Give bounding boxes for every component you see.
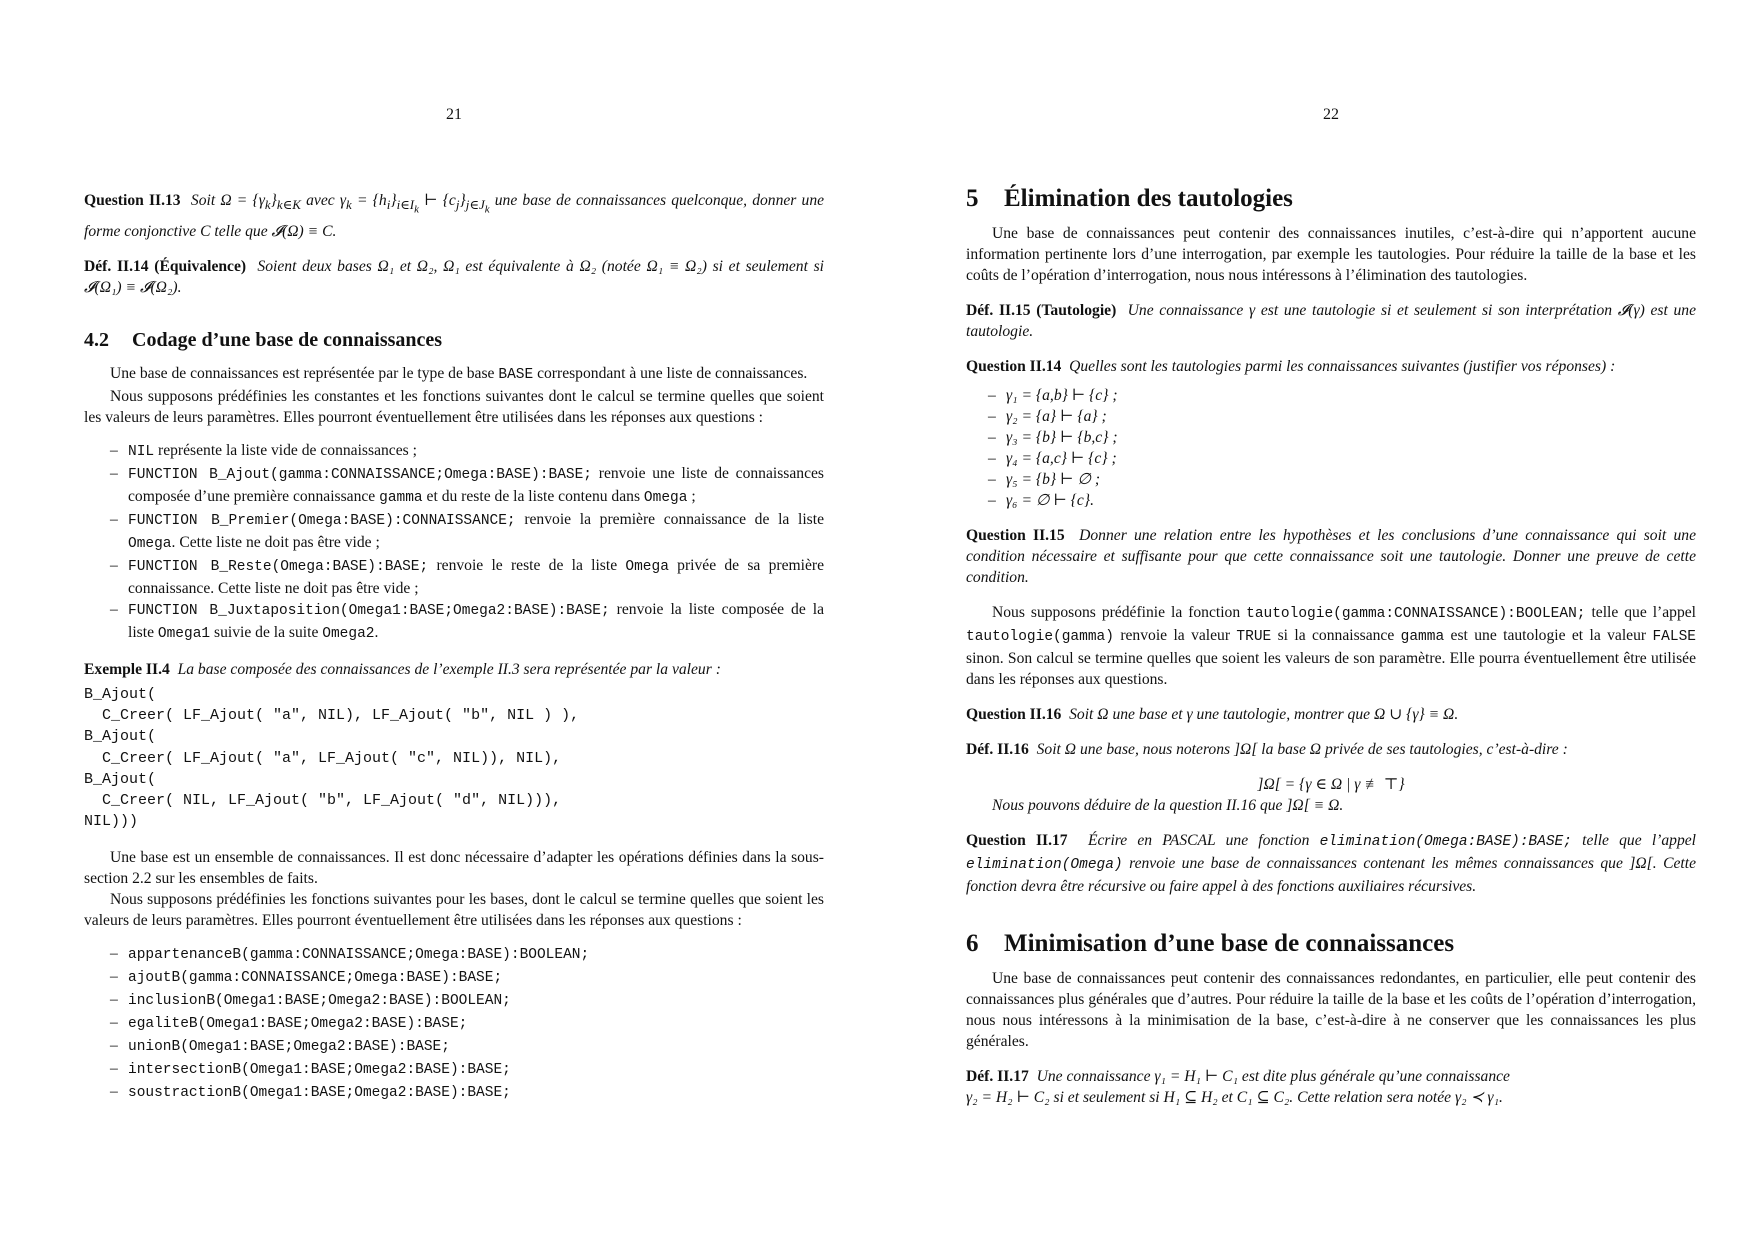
list-item: – γ₄ = {a,c} ⊢ {c} ; xyxy=(988,448,1696,469)
list-item: – appartenanceB(gamma:CONNAISSANCE;Omega:BASE):BOOLEAN; xyxy=(110,943,824,966)
example-II-4: Exemple II.4 La base composée des connaissances de l’exemple II.3 sera représentée par la valeur : xyxy=(84,660,721,678)
list-item: – FUNCTION B_Premier(Omega:BASE):CONNAISSANCE; renvoie la première connaissance de la liste Omega. Cette liste ne doit pas être vide ; xyxy=(110,509,824,555)
section-heading-6: 6 Minimisation d’une base de connaissances xyxy=(966,930,1455,957)
list-item: – FUNCTION B_Reste(Omega:BASE):BASE; renvoie le reste de la liste Omega privée de sa première connaissance. Cette liste ne doit pas être vide ; xyxy=(110,555,824,599)
right-page xyxy=(966,0,1696,1240)
question-II-15: Question II.15 Donner une relation entre les hypothèses et les conclusions d’une connaissance qui soit une condition nécessaire et suffisante pour que cette connaissance soit une tautologie. Donner une preuve de cette condition. xyxy=(966,527,1696,586)
question-II-17: Question II.17 Écrire en PASCAL une fonction elimination(Omega:BASE):BASE; telle que l’appel elimination(Omega) renvoie une base de connaissances contenant les mêmes connaissances que ]Ω[. Cette fonction devra être récursive ou faire appel à des fonctions auxiliaires récursives. xyxy=(966,832,1696,895)
list-item: – unionB(Omega1:BASE;Omega2:BASE):BASE; xyxy=(110,1035,824,1058)
formula: ]Ω[ = {γ ∈ Ω | γ ≢ ⊤} xyxy=(1257,776,1405,793)
definition-II-14: Déf. II.14 (Équivalence) Soient deux bases Ω₁ et Ω₂, Ω₁ est équivalente à Ω₂ (notée Ω₁ ≡ Ω₂) si et seulement si 𝓘(Ω₁) ≡ 𝓘(Ω₂). xyxy=(84,257,824,296)
left-page-content xyxy=(84,190,824,1104)
base-function-list xyxy=(84,943,824,1104)
paragraph-tautologies-intro: Une base de connaissances peut contenir des connaissances inutiles, c’est-à-dire qui n’apportent aucune information pertinente lors d’une interrogation, par exemple les tautologies. Pour réduire la taille de la base et les coûts de l’opération d’interrogation, nous nous intéressons à l’élimination des tautologies. xyxy=(966,225,1696,284)
list-item: – NIL représente la liste vide de connaissances ; xyxy=(110,440,824,463)
question-II-13: Question II.13 Soit $\Omega = \{\gamma_k\}_{k\in K}$ avec $\gamma_k = \{h_i\}_{i\in I_k}$ ⊢ $\{c_j\}_{j\in J_k}$ une base de connaissances quelconque, donner une forme conjonctive C telle que 𝓘(Ω) ≡ C. xyxy=(84,192,825,240)
definition-II-15: Déf. II.15 (Tautologie) Une connaissance γ est une tautologie si et seulement si son interprétation 𝓘(γ) est une tautologie. xyxy=(966,302,1696,340)
list-item: – ajoutB(gamma:CONNAISSANCE;Omega:BASE):BASE; xyxy=(110,966,824,989)
definition-II-17: Déf. II.17 Une connaissance γ₁ = H₁ ⊢ C₁ est dite plus générale qu’une connaissance γ₂ = H₂ ⊢ C₂ si et seulement si H₁ ⊆ H₂ et C₁ ⊆ C₂. Cette relation sera notée γ₂ ≺ γ₁. xyxy=(966,1068,1510,1106)
paragraph-base-ensemble: Une base est un ensemble de connaissances. Il est donc nécessaire d’adapter les opérations définies dans la sous-section 2.2 sur les ensembles de faits. xyxy=(84,848,824,887)
function-list xyxy=(84,440,824,645)
list-item: – γ₅ = {b} ⊢ ∅ ; xyxy=(988,469,1696,490)
paragraph-predefined: Nous supposons prédéfinies les constantes et les fonctions suivantes dont le calcul se termine quelles que soient les valeurs de leurs paramètres. Elles pourront éventuellement être utilisées dans les réponses aux questions : xyxy=(84,387,824,426)
left-page xyxy=(84,0,824,1240)
section-heading-5: 5 Élimination des tautologies xyxy=(966,185,1293,212)
list-item: – egaliteB(Omega1:BASE;Omega2:BASE):BASE; xyxy=(110,1012,824,1035)
paragraph-base-type: Une base de connaissances est représentée par le type de base BASE correspondant à une liste de connaissances. xyxy=(110,364,808,383)
code-block: B_Ajout( C_Creer( LF_Ajout( "a", NIL), LF_Ajout( "b", NIL ) ), B_Ajout( C_Creer( LF_Ajout( "a", LF_Ajout( "c", NIL)), NIL), B_Ajout( C_Creer( NIL, LF_Ajout( "b", LF_Ajout( "d", NIL))), NIL))) xyxy=(84,685,580,831)
list-item: – γ₁ = {a,b} ⊢ {c} ; xyxy=(988,385,1696,406)
page-number: 21 xyxy=(446,106,462,123)
paragraph-tautologie-function: Nous supposons prédéfinie la fonction tautologie(gamma:CONNAISSANCE):BOOLEAN; telle que l’appel tautologie(gamma) renvoie la valeur TRUE si la connaissance gamma est une tautologie et la valeur FALSE sinon. Son calcul se termine quelles que soient les valeurs de son paramètre. Elle pourra éventuellement être utilisée dans les réponses aux questions. xyxy=(966,604,1696,688)
section-heading-4-2: 4.2 Codage d’une base de connaissances xyxy=(84,328,443,351)
page-number: 22 xyxy=(1323,106,1339,123)
list-item: – FUNCTION B_Ajout(gamma:CONNAISSANCE;Omega:BASE):BASE; renvoie une liste de connaissances composée d’une première connaissance gamma et du reste de la liste contenu dans Omega ; xyxy=(110,463,824,509)
question-II-16: Question II.16 Soit Ω une base et γ une tautologie, montrer que Ω ∪ {γ} ≡ Ω. xyxy=(966,706,1459,723)
right-page-content xyxy=(966,185,1696,1108)
list-item: – γ₂ = {a} ⊢ {a} ; xyxy=(988,406,1696,427)
list-item: – γ₆ = ∅ ⊢ {c}. xyxy=(988,490,1696,511)
list-item: – intersectionB(Omega1:BASE;Omega2:BASE):BASE; xyxy=(110,1058,824,1081)
paragraph-minimisation: Une base de connaissances peut contenir des connaissances redondantes, en particulier, elle peut contenir des connaissances plus générales que d’autres. Pour réduire la taille de la base et les coûts de l’opération d’interrogation, nous nous intéressons à la minimisation de la base, c’est-à-dire à ne conserver que les connaissances les plus générales. xyxy=(966,970,1696,1050)
gamma-list xyxy=(966,385,1696,511)
paragraph-predefined-bases: Nous supposons prédéfinies les fonctions suivantes pour les bases, dont le calcul se termine quelles que soient les valeurs de leurs paramètres. Elles pourront éventuellement être utilisées dans les réponses aux questions : xyxy=(84,890,824,929)
definition-II-16: Déf. II.16 Soit Ω une base, nous noterons ]Ω[ la base Ω privée de ses tautologies, c’est-à-dire : xyxy=(966,741,1568,758)
list-item: – soustractionB(Omega1:BASE;Omega2:BASE):BASE; xyxy=(110,1081,824,1104)
question-II-14: Question II.14 Quelles sont les tautologies parmi les connaissances suivantes (justifier vos réponses) : xyxy=(966,358,1616,375)
list-item: – inclusionB(Omega1:BASE;Omega2:BASE):BOOLEAN; xyxy=(110,989,824,1012)
list-item: – γ₃ = {b} ⊢ {b,c} ; xyxy=(988,427,1696,448)
list-item: – FUNCTION B_Juxtaposition(Omega1:BASE;Omega2:BASE):BASE; renvoie la liste composée de la liste Omega1 suivie de la suite Omega2. xyxy=(110,599,824,645)
formula-note: Nous pouvons déduire de la question II.16 que ]Ω[ ≡ Ω. xyxy=(992,797,1344,814)
